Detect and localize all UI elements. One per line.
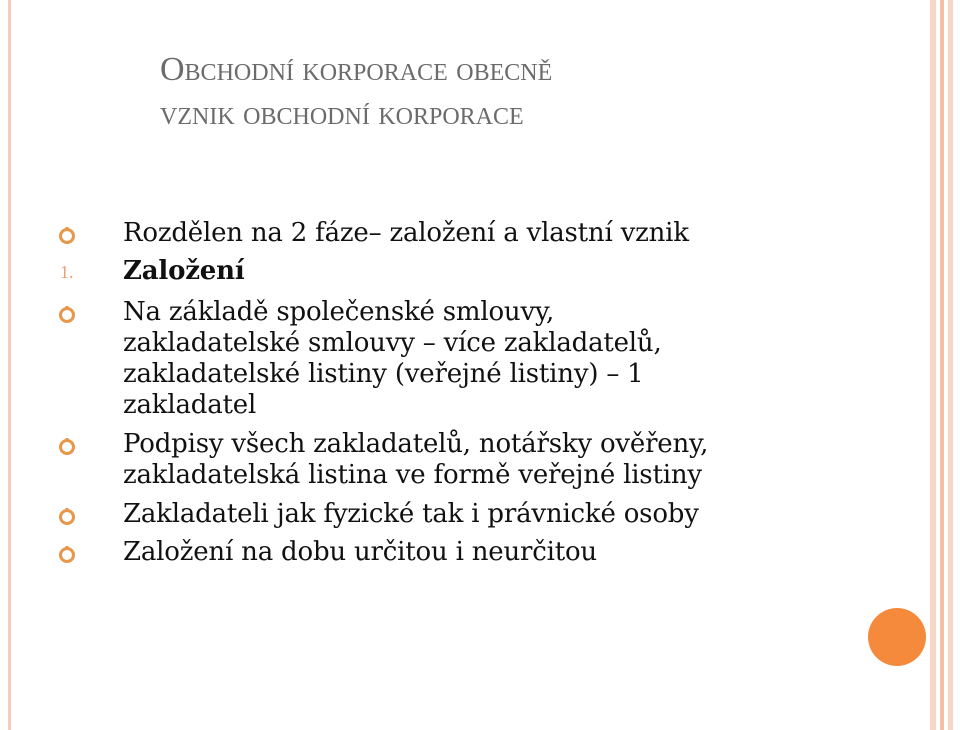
title-line-2: vznik obchodní korporace xyxy=(160,95,524,132)
right-border-stripe-2 xyxy=(940,0,944,730)
bullet-text-line: Zakladateli jak fyzické tak i právnické osoby xyxy=(123,499,699,529)
numbered-text-line: Založení xyxy=(123,256,245,286)
bullet-text-line: zakladatelské listiny (veřejné listiny) – 1 xyxy=(123,359,644,389)
bullet-text xyxy=(123,499,823,530)
slide-title xyxy=(160,48,860,136)
right-border-stripe-3 xyxy=(948,0,953,730)
decorative-orange-circle xyxy=(868,608,926,666)
bullet-text-line: zakladatelská listina ve formě veřejné listiny xyxy=(123,460,702,490)
bullet-text xyxy=(123,218,823,249)
bullet-text-line: Podpisy všech zakladatelů, notářsky ověřeny, xyxy=(123,429,709,459)
number-marker: 1. xyxy=(60,262,74,282)
left-border-stripe xyxy=(8,0,11,730)
ring-bullet-icon xyxy=(58,227,76,245)
bullet-text-line: zakladatel xyxy=(123,390,257,420)
right-border-stripe-1 xyxy=(930,0,936,730)
bullet-text-line: zakladatelské smlouvy – více zakladatelů, xyxy=(123,328,662,358)
ring-bullet-icon xyxy=(58,508,76,526)
bullet-text xyxy=(123,429,823,491)
ring-bullet-icon xyxy=(58,438,76,456)
bullet-text xyxy=(123,297,823,421)
numbered-text xyxy=(123,256,823,287)
bullet-text-line: Založení na dobu určitou i neurčitou xyxy=(123,537,597,567)
bullet-text-line: Rozdělen na 2 fáze– založení a vlastní vznik xyxy=(123,218,689,248)
title-line-1: Obchodní korporace obecně xyxy=(160,51,553,88)
bullet-text-line: Na základě společenské smlouvy, xyxy=(123,297,555,327)
ring-bullet-icon xyxy=(58,306,76,324)
ring-bullet-icon xyxy=(58,546,76,564)
bullet-text xyxy=(123,537,823,568)
